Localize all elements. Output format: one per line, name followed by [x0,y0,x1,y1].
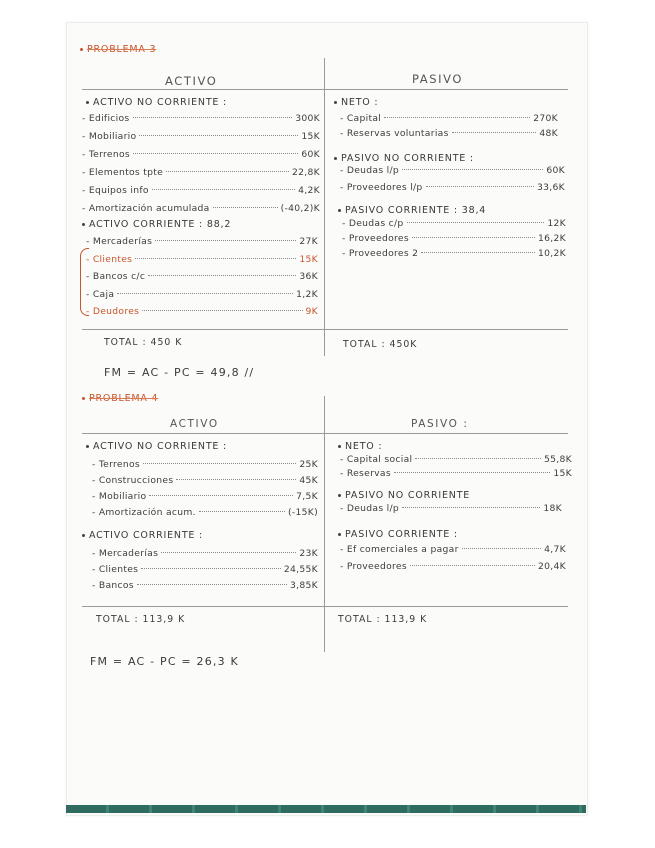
dotted-leader [117,293,293,294]
row-label: - Clientes [86,253,133,265]
p4-fondo-maniobra: FM = AC - PC = 26,3 K [90,655,239,668]
p4-pnc-row [340,503,562,515]
p3-pc-row [342,218,566,230]
row-label: - Proveedores l/p [340,182,423,193]
dotted-leader [452,132,537,133]
row-label: - Proveedores 2 [342,248,419,259]
p3-pc-row [342,233,566,245]
dotted-leader [394,472,550,473]
row-label: - Proveedores [340,561,407,572]
dotted-leader [410,565,535,566]
p4-total-rule [82,606,568,607]
row-label: - Capital [340,113,382,124]
dotted-leader [407,222,545,223]
problema-4-title: PROBLEMA 4 [82,393,158,404]
row-value: 12K [547,218,566,229]
row-value: 9K [305,306,318,317]
row-value: 15K [301,131,320,142]
p4-neto-row [340,454,572,466]
dotted-leader [402,507,540,508]
row-label: - Capital social [340,454,413,465]
row-value: 4,7K [544,544,566,555]
dotted-leader [133,117,293,118]
row-value: 22,8K [292,167,320,178]
row-label: - Deudores [86,306,140,317]
bottom-binding-strip [66,805,586,813]
p3-pnc-row [340,165,565,177]
p4-ac-row [92,548,318,560]
row-value: 60K [301,149,320,160]
row-value: 36K [299,271,318,282]
p3-ac-row [86,271,318,283]
row-label: - Bancos [92,580,134,591]
p4-anc-title: ACTIVO NO CORRIENTE : [86,441,227,452]
row-label: - Deudas l/p [340,165,400,176]
dotted-leader [141,568,281,569]
row-value: 18K [543,503,562,514]
p3-activo-header: ACTIVO [165,74,218,88]
dotted-leader [412,237,535,238]
problema-3-title: PROBLEMA 3 [80,44,156,55]
p3-ac-row [86,236,318,248]
p3-ac-row [86,254,318,266]
dotted-leader [135,258,296,259]
row-label: - Terrenos [92,459,141,470]
row-value: 15K [553,468,572,479]
row-label: - Mobiliario [82,131,137,142]
dotted-leader [155,240,296,241]
p3-total-pasivo: TOTAL : 450K [343,339,418,350]
row-label: - Reservas voluntarias [340,128,449,139]
p4-neto-row [340,468,572,480]
dotted-leader [148,275,296,276]
dotted-leader [166,171,289,172]
p4-ac-row [92,580,318,592]
p4-pasivo-header: PASIVO : [411,418,469,430]
row-label: - Proveedores [342,233,409,244]
p3-pc-row [342,248,566,260]
row-value: 33,6K [537,182,565,193]
p3-anc-row [82,113,320,125]
dotted-leader [213,207,278,208]
dotted-leader [133,153,298,154]
row-label: - Clientes [92,564,139,575]
p4-ac-row [92,564,318,576]
row-value: 16,2K [538,233,566,244]
row-label: - Caja [86,288,115,300]
row-value: 23K [299,548,318,559]
row-label: - Deudas c/p [342,218,404,229]
row-label: - Reservas [340,468,391,479]
p3-ac-title: ACTIVO CORRIENTE : 88,2 [82,219,231,230]
p3-header-rule [82,89,568,90]
row-value: 55,8K [544,454,572,465]
p4-header-rule [82,433,568,434]
row-value: 27K [299,236,318,247]
p3-pasivo-header: PASIVO [412,72,464,86]
row-value: 60K [546,165,565,176]
dotted-leader [143,463,296,464]
p4-total-pasivo: TOTAL : 113,9 K [338,614,428,625]
row-value: 24,55K [283,564,318,575]
dotted-leader [415,458,541,459]
p3-neto-row [340,113,558,125]
dotted-leader [142,310,302,311]
p4-pc-title: PASIVO CORRIENTE : [338,529,458,540]
row-value: 48K [539,128,558,139]
row-value: 15K [299,253,318,265]
p3-neto-title: NETO : [334,97,378,108]
p3-neto-row [340,128,558,140]
row-value: 20,4K [538,561,566,572]
row-label: - Mobiliario [92,491,147,502]
dotted-leader [402,169,543,170]
dotted-leader [384,117,530,118]
p4-anc-row [92,507,318,519]
dotted-leader [199,511,285,512]
p3-ac-row [86,306,318,318]
p3-pnc-row [340,182,565,194]
p4-column-divider [324,396,325,652]
row-label: - Equipos info [82,185,149,196]
row-label: - Mercaderías [86,236,153,247]
p3-anc-row [82,149,320,161]
row-value: 7,5K [296,491,318,502]
p3-fondo-maniobra: FM = AC - PC = 49,8 // [104,366,255,379]
p4-anc-row [92,459,318,471]
p3-anc-title: ACTIVO NO CORRIENTE : [86,97,227,108]
row-value: 25K [299,459,318,470]
p3-column-divider [324,58,325,356]
row-label: - Mercaderías [92,548,159,559]
dotted-leader [137,584,287,585]
row-value: 4,2K [298,185,320,196]
dotted-leader [176,479,296,480]
row-value: 300K [295,113,320,124]
dotted-leader [462,548,542,549]
dotted-leader [161,552,296,553]
row-label: - Elementos tpte [82,167,164,178]
p3-pnc-title: PASIVO NO CORRIENTE : [334,153,474,164]
row-value: 270K [533,113,558,124]
dotted-leader [426,186,534,187]
row-value: 45K [299,475,318,486]
p3-total-rule [82,329,568,330]
row-label: - Construcciones [92,475,174,486]
dotted-leader [149,495,293,496]
row-label: - Ef comerciales a pagar [340,544,459,555]
row-value: 10,2K [538,248,566,259]
row-label: - Edificios [82,113,130,124]
p4-activo-header: ACTIVO [170,418,219,430]
row-value: (-15K) [288,507,318,518]
row-label: - Deudas l/p [340,503,400,514]
p3-anc-row [82,203,320,215]
p4-anc-row [92,475,318,487]
p3-total-activo: TOTAL : 450 K [104,337,183,348]
row-label: - Amortización acumulada [82,203,210,214]
p3-pc-title: PASIVO CORRIENTE : 38,4 [338,205,486,216]
p4-anc-row [92,491,318,503]
row-value: 1,2K [296,288,318,300]
p4-pc-row [340,544,566,556]
p4-total-activo: TOTAL : 113,9 K [96,614,186,625]
p4-pnc-title: PASIVO NO CORRIENTE [338,490,470,501]
p3-anc-row [82,185,320,197]
dotted-leader [421,252,535,253]
row-label: - Amortización acum. [92,507,196,518]
p4-ac-title: ACTIVO CORRIENTE : [82,530,203,541]
row-label: - Terrenos [82,149,131,160]
p3-anc-row [82,131,320,143]
dotted-leader [139,135,298,136]
p3-anc-row [82,167,320,179]
p4-pc-row [340,561,566,573]
p4-neto-title: NETO : [338,441,382,452]
dotted-leader [152,189,295,190]
row-label: - Bancos c/c [86,271,146,282]
p3-ac-row [86,289,318,301]
row-value: (-40,2)K [280,203,320,214]
row-value: 3,85K [290,580,318,591]
